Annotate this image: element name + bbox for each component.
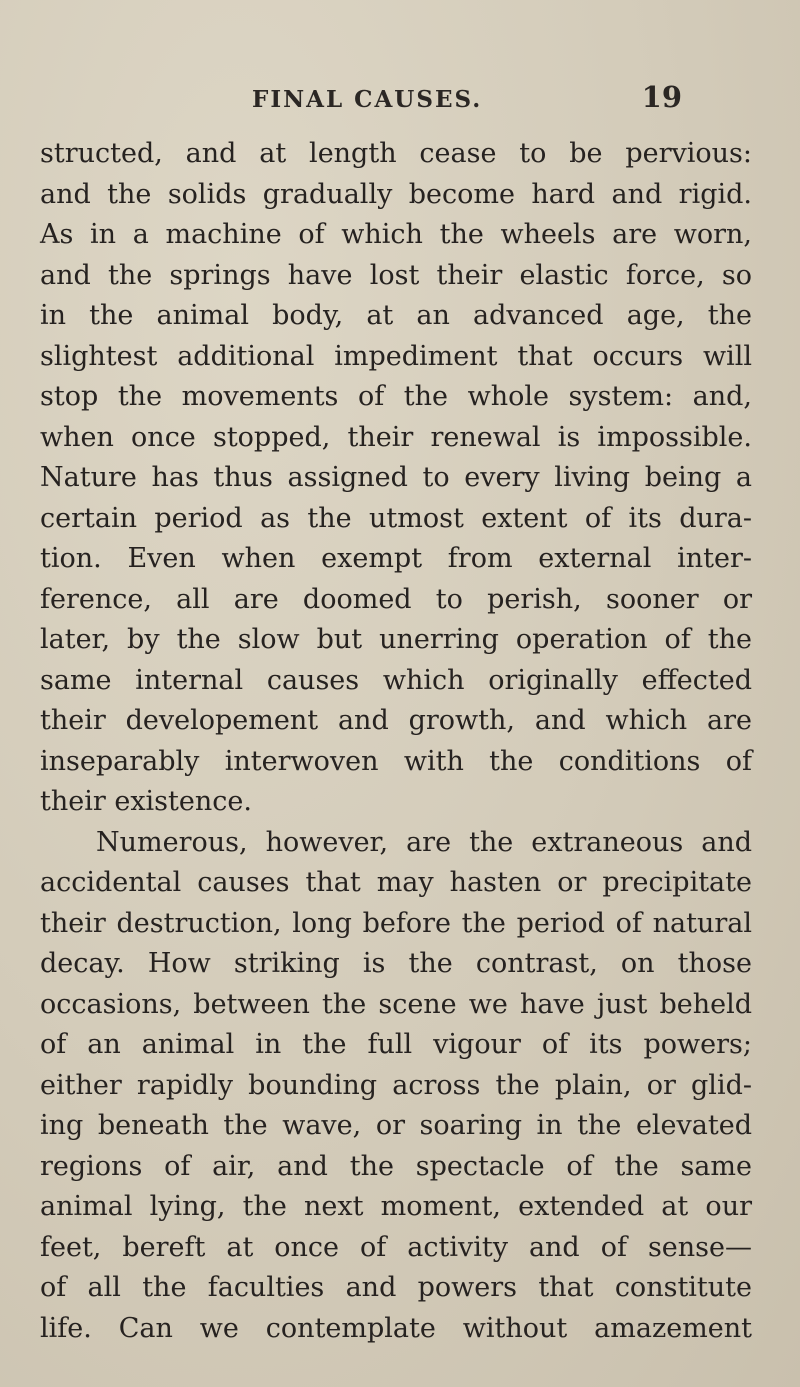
text-line: Nature has thus assigned to every living being a bbox=[40, 462, 752, 493]
text-line: occasions, between the scene we have just beheld bbox=[40, 988, 752, 1020]
text-line: and the springs have lost their elastic force, so bbox=[40, 259, 752, 291]
paragraph-end-line: their existence. bbox=[40, 786, 252, 817]
text-line: life. Can we contemplate without amazement bbox=[40, 1312, 752, 1344]
text-line: animal lying, the next moment, extended at our bbox=[40, 1191, 752, 1222]
text-line: stop the movements of the whole system: and, bbox=[40, 381, 752, 412]
text-line: their destruction, long before the period of natural bbox=[40, 907, 752, 939]
text-line: tion. Even when exempt from external inter- bbox=[40, 543, 752, 574]
page-number: 19 bbox=[641, 80, 682, 114]
text-line: of all the faculties and powers that constitute bbox=[40, 1272, 752, 1303]
running-title: FINAL CAUSES. bbox=[252, 86, 483, 113]
text-line: later, by the slow but unerring operation of the bbox=[40, 624, 752, 655]
text-line: ference, all are doomed to perish, sooner or bbox=[40, 583, 752, 615]
text-line: of an animal in the full vigour of its powers; bbox=[40, 1029, 752, 1060]
text-line: and the solids gradually become hard and rigid. bbox=[40, 178, 752, 210]
body-text bbox=[40, 134, 752, 1349]
text-line: either rapidly bounding across the plain, or glid- bbox=[40, 1069, 752, 1101]
text-line: structed, and at length cease to be pervious: bbox=[40, 138, 752, 169]
paragraph-start-line: Numerous, however, are the extraneous and bbox=[96, 826, 752, 858]
text-line: ing beneath the wave, or soaring in the elevated bbox=[40, 1110, 752, 1141]
text-line: certain period as the utmost extent of its dura- bbox=[40, 502, 752, 534]
running-head bbox=[66, 78, 706, 120]
text-line: in the animal body, at an advanced age, the bbox=[40, 300, 752, 331]
text-line: As in a machine of which the wheels are worn, bbox=[40, 219, 752, 250]
text-line: same internal causes which originally effected bbox=[40, 664, 752, 696]
text-line: decay. How striking is the contrast, on those bbox=[40, 948, 752, 979]
text-line: regions of air, and the spectacle of the same bbox=[40, 1150, 752, 1182]
text-line: accidental causes that may hasten or precipitate bbox=[40, 867, 752, 898]
text-line: feet, bereft at once of activity and of sense— bbox=[40, 1231, 752, 1263]
text-line: slightest additional impediment that occurs will bbox=[40, 340, 752, 372]
text-line: their developement and growth, and which are bbox=[40, 705, 752, 736]
text-line: when once stopped, their renewal is impossible. bbox=[40, 421, 752, 453]
text-line: inseparably interwoven with the conditions of bbox=[40, 745, 752, 777]
